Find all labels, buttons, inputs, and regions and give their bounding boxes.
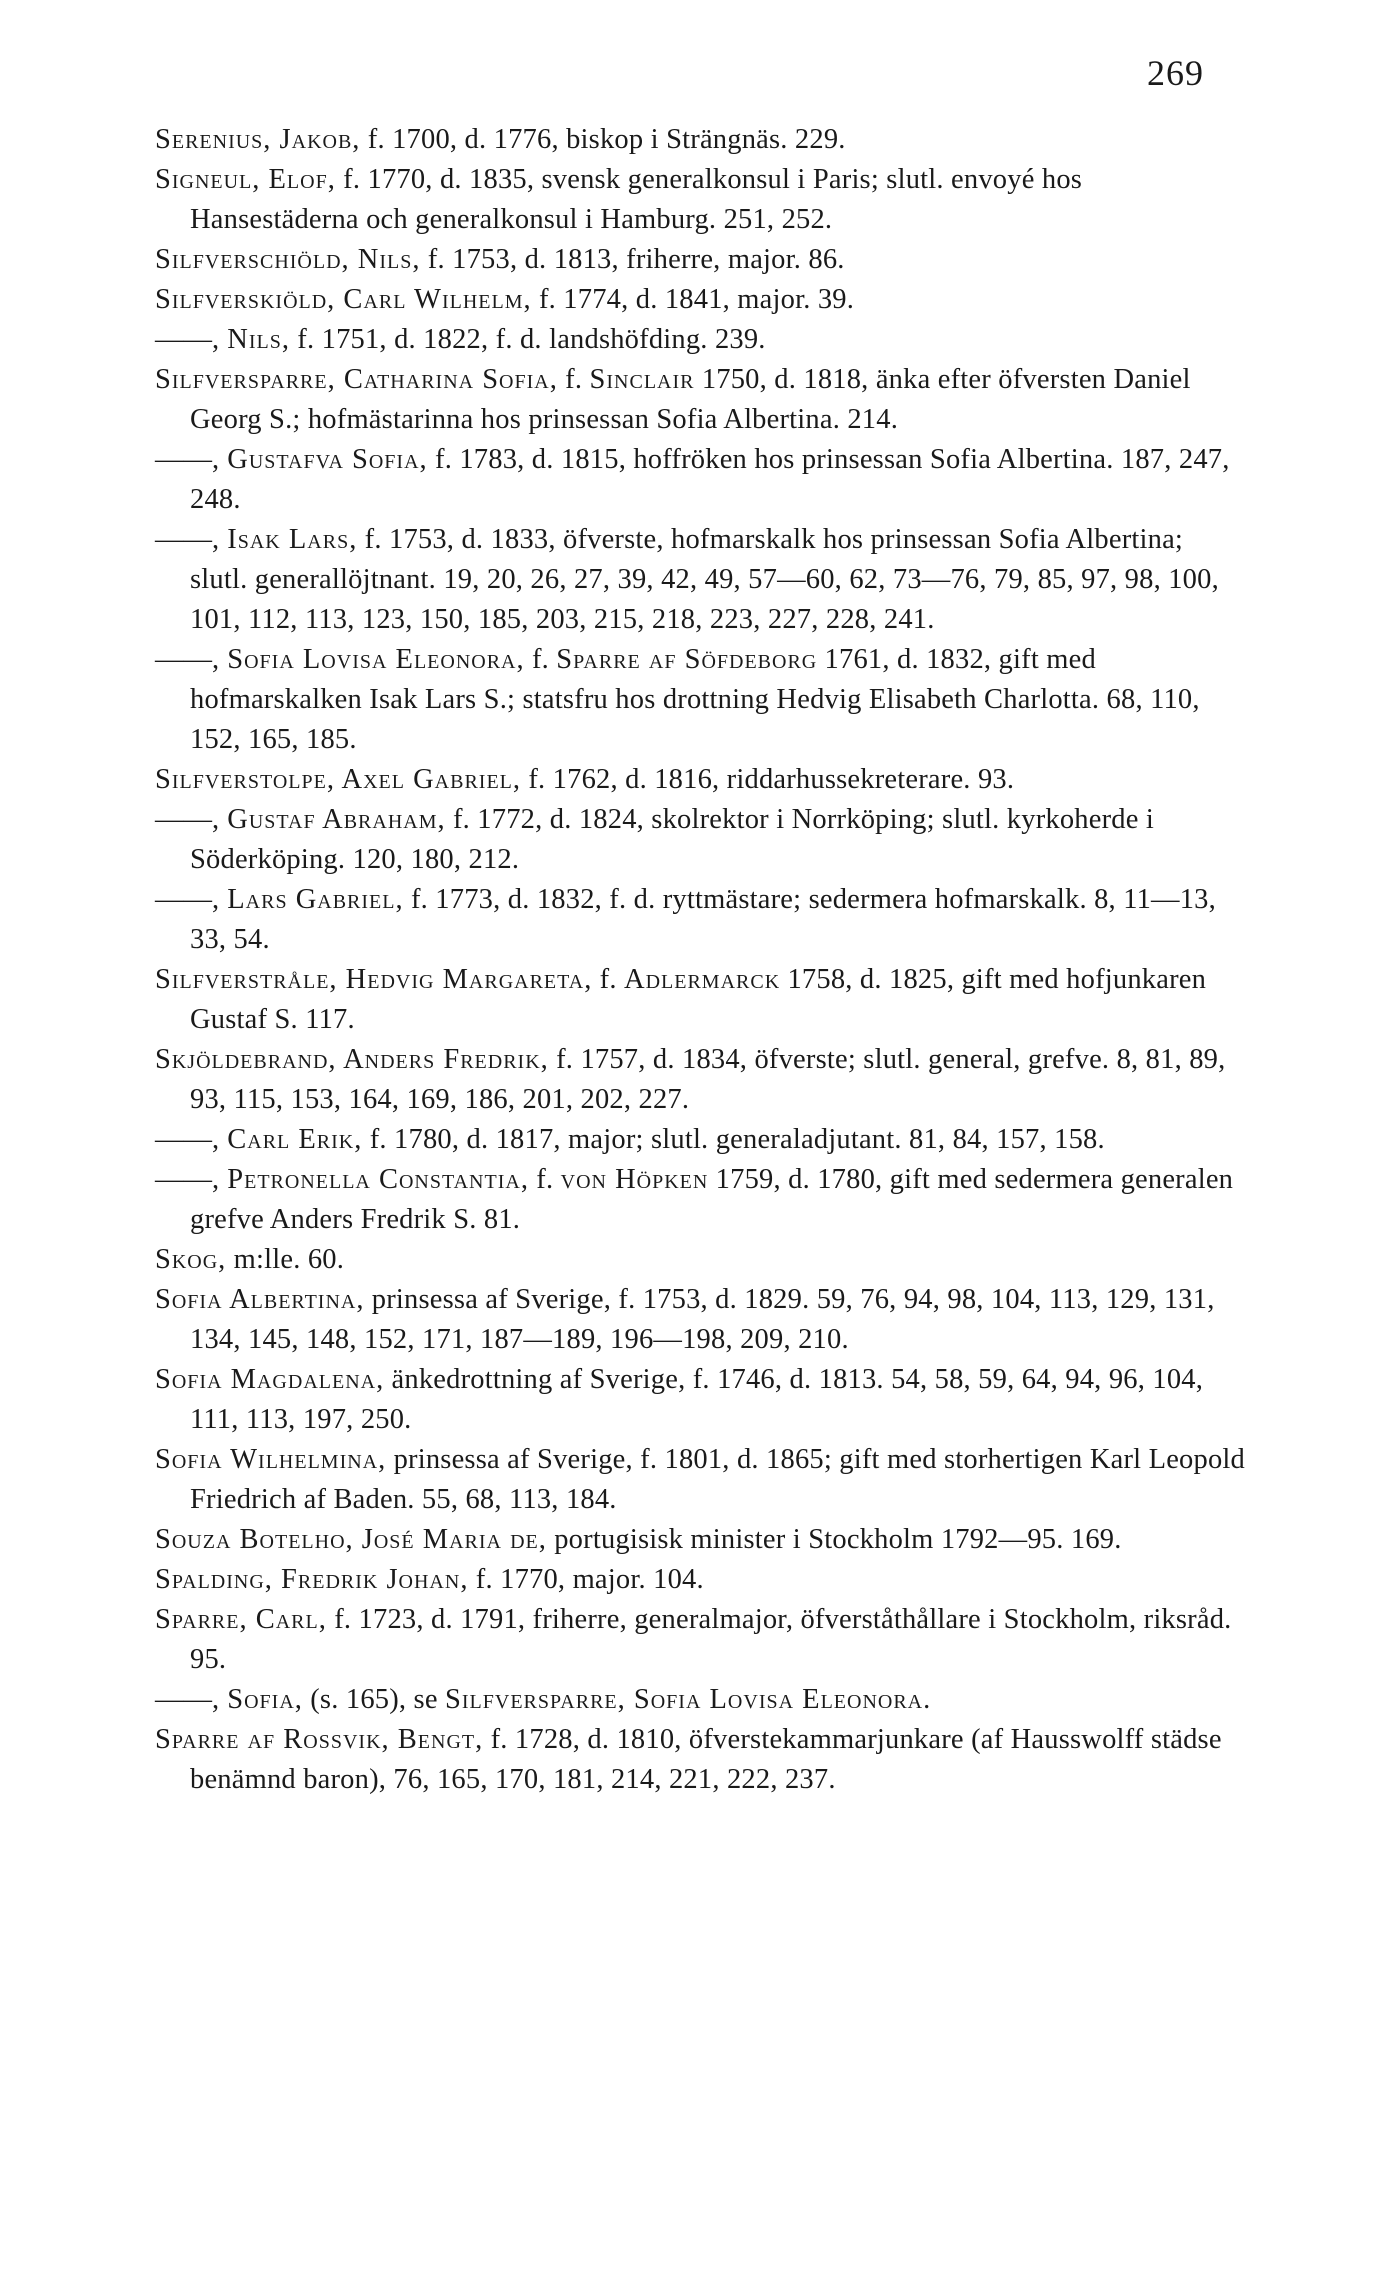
index-entry [155, 1440, 1245, 1520]
index-entry [155, 1680, 1245, 1720]
repeat-dash: ——, [155, 1684, 220, 1715]
entry-text: f. 1751, d. 1822, f. d. landshöfding. 239. [289, 324, 766, 355]
entry-name: Spalding, Fredrik Johan, [155, 1564, 469, 1595]
index-entry [155, 1720, 1245, 1800]
repeat-dash: ——, [155, 324, 220, 355]
entry-text: f. 1772, d. 1824, skolrektor i Norrköping; slutl. kyrkoherde i Söderköping. 120, 180, 212. [190, 804, 1155, 875]
entry-name: Skog, [155, 1244, 227, 1275]
entry-text: f. 1753, d. 1813, friherre, major. 86. [420, 244, 845, 275]
entry-name: Souza Botelho, José Maria de, [155, 1524, 547, 1555]
index-entry [155, 320, 1245, 360]
index-entry [155, 1600, 1245, 1680]
repeat-dash: ——, [155, 1124, 220, 1155]
entry-name: Gustafva Sofia, [219, 444, 428, 475]
entry-name: Silfverskiöld, Carl Wilhelm, [155, 284, 532, 315]
entry-name: Sofia Magdalena, [155, 1364, 385, 1395]
entry-name: Sofia Albertina, [155, 1284, 365, 1315]
entry-text-continued: 1759, d. 1780, gift med sedermera generalen grefve Anders Fredrik S. 81. [190, 1164, 1234, 1235]
repeat-dash: ——, [155, 644, 220, 675]
entry-name-reference: Adlermarck [624, 964, 781, 995]
index-entry [155, 1040, 1245, 1120]
index-entry [155, 1560, 1245, 1600]
entry-text: f. 1753, d. 1833, öfverste, hofmarskalk hos prinsessan Sofia Albertina; slutl. generallöjtnant. 19, 20, 26, 27, 39, 42, 49, 57—60, 62, 73—76, 79, 85, 97, 98, 100, 101, 112, 113, 123, 150, 185, 203, 215, 218, 223, 227, 228, 241. [190, 524, 1219, 635]
entry-text: f. 1770, major. 104. [468, 1564, 704, 1595]
entry-text: f. 1783, d. 1815, hoffröken hos prinsessan Sofia Albertina. 187, 247, 248. [190, 444, 1230, 515]
entry-text: f. 1774, d. 1841, major. 39. [531, 284, 855, 315]
index-entry [155, 280, 1245, 320]
index-entry [155, 640, 1245, 760]
repeat-dash: ——, [155, 884, 220, 915]
entry-name: Sofia Wilhelmina, [155, 1444, 387, 1475]
entry-name: Gustaf Abraham, [219, 804, 446, 835]
entry-name-reference: Silfversparre, Sofia Lovisa Eleonora. [445, 1684, 932, 1715]
entry-name: Silfverstråle, Hedvig Margareta, [155, 964, 593, 995]
entry-name: Nils, [219, 324, 290, 355]
entry-name-reference: von Höpken [560, 1164, 709, 1195]
repeat-dash: ——, [155, 524, 220, 555]
entry-text: f. 1762, d. 1816, riddarhussekreterare. 93. [521, 764, 1015, 795]
entry-name: Signeul, Elof, [155, 164, 336, 195]
entry-text: prinsessa af Sverige, f. 1753, d. 1829. 59, 76, 94, 98, 104, 113, 129, 131, 134, 145, 148, 152, 171, 187—189, 196—198, 209, 210. [190, 1284, 1215, 1355]
entry-name: Sofia, [219, 1684, 303, 1715]
entry-name: Isak Lars, [219, 524, 358, 555]
index-entry [155, 760, 1245, 800]
entry-text: m:lle. 60. [226, 1244, 345, 1275]
entry-text: f. [524, 644, 557, 675]
page-number: 269 [1147, 53, 1204, 93]
entry-text-continued: 1758, d. 1825, gift med hofjunkaren Gustaf S. 117. [190, 964, 1207, 1035]
index-entry [155, 520, 1245, 640]
entry-text: änkedrottning af Sverige, f. 1746, d. 1813. 54, 58, 59, 64, 94, 96, 104, 111, 113, 197, 250. [190, 1364, 1204, 1435]
entry-text: portugisisk minister i Stockholm 1792—95. 169. [546, 1524, 1122, 1555]
index-entry [155, 360, 1245, 440]
entry-name: Petronella Constantia, [219, 1164, 529, 1195]
index-entry [155, 160, 1245, 240]
name-index-list [155, 120, 1245, 1800]
index-entry [155, 120, 1245, 160]
entry-text: f. 1780, d. 1817, major; slutl. generaladjutant. 81, 84, 157, 158. [362, 1124, 1105, 1155]
index-entry [155, 1360, 1245, 1440]
repeat-dash: ——, [155, 1164, 220, 1195]
entry-name: Skjöldebrand, Anders Fredrik, [155, 1044, 549, 1075]
entry-name: Sparre, Carl, [155, 1604, 327, 1635]
entry-name: Lars Gabriel, [219, 884, 404, 915]
index-entry [155, 440, 1245, 520]
index-entry [155, 800, 1245, 880]
index-entry [155, 1240, 1245, 1280]
entry-name: Sparre af Rossvik, Bengt, [155, 1724, 484, 1755]
entry-name-reference: Sparre af Söfdeborg [556, 644, 818, 675]
index-entry [155, 1160, 1245, 1240]
entry-text-continued: 1750, d. 1818, änka efter öfversten Daniel Georg S.; hofmästarinna hos prinsessan Sofia Albertina. 214. [190, 364, 1191, 435]
entry-name: Sofia Lovisa Eleonora, [219, 644, 525, 675]
entry-text: f. 1770, d. 1835, svensk generalkonsul i Paris; slutl. envoyé hos Hansestäderna och generalkonsul i Hamburg. 251, 252. [190, 164, 1083, 235]
index-entry [155, 1120, 1245, 1160]
entry-name: Serenius, Jakob, [155, 124, 361, 155]
entry-name: Silfverstolpe, Axel Gabriel, [155, 764, 522, 795]
index-entry [155, 880, 1245, 960]
index-entry [155, 960, 1245, 1040]
entry-text: f. [528, 1164, 561, 1195]
entry-text: f. [592, 964, 624, 995]
entry-name-reference: Sinclair [589, 364, 695, 395]
index-entry [155, 240, 1245, 280]
entry-text: f. 1723, d. 1791, friherre, generalmajor, öfverståthållare i Stockholm, riksråd. 95. [190, 1604, 1232, 1675]
entry-text: f. 1757, d. 1834, öfverste; slutl. general, grefve. 8, 81, 89, 93, 115, 153, 164, 169, 186, 201, 202, 227. [190, 1044, 1226, 1115]
entry-name: Carl Erik, [219, 1124, 363, 1155]
repeat-dash: ——, [155, 444, 220, 475]
entry-text: f. 1728, d. 1810, öfverstekammarjunkare (af Hausswolff städse benämnd baron), 76, 165, 170, 181, 214, 221, 222, 237. [190, 1724, 1222, 1795]
repeat-dash: ——, [155, 804, 220, 835]
entry-text: (s. 165), se [302, 1684, 446, 1715]
entry-name: Silfverschiöld, Nils, [155, 244, 421, 275]
index-entry [155, 1520, 1245, 1560]
entry-text: prinsessa af Sverige, f. 1801, d. 1865; gift med storhertigen Karl Leopold Friedrich af Baden. 55, 68, 113, 184. [190, 1444, 1245, 1515]
entry-text-continued: 1761, d. 1832, gift med hofmarskalken Isak Lars S.; statsfru hos drottning Hedvig Elisabeth Charlotta. 68, 110, 152, 165, 185. [190, 644, 1200, 755]
index-entry [155, 1280, 1245, 1360]
entry-text: f. 1773, d. 1832, f. d. ryttmästare; sedermera hofmarskalk. 8, 11—13, 33, 54. [190, 884, 1216, 955]
entry-name: Silfversparre, Catharina Sofia, [155, 364, 558, 395]
entry-text: f. 1700, d. 1776, biskop i Strängnäs. 229. [360, 124, 846, 155]
entry-text: f. [557, 364, 590, 395]
